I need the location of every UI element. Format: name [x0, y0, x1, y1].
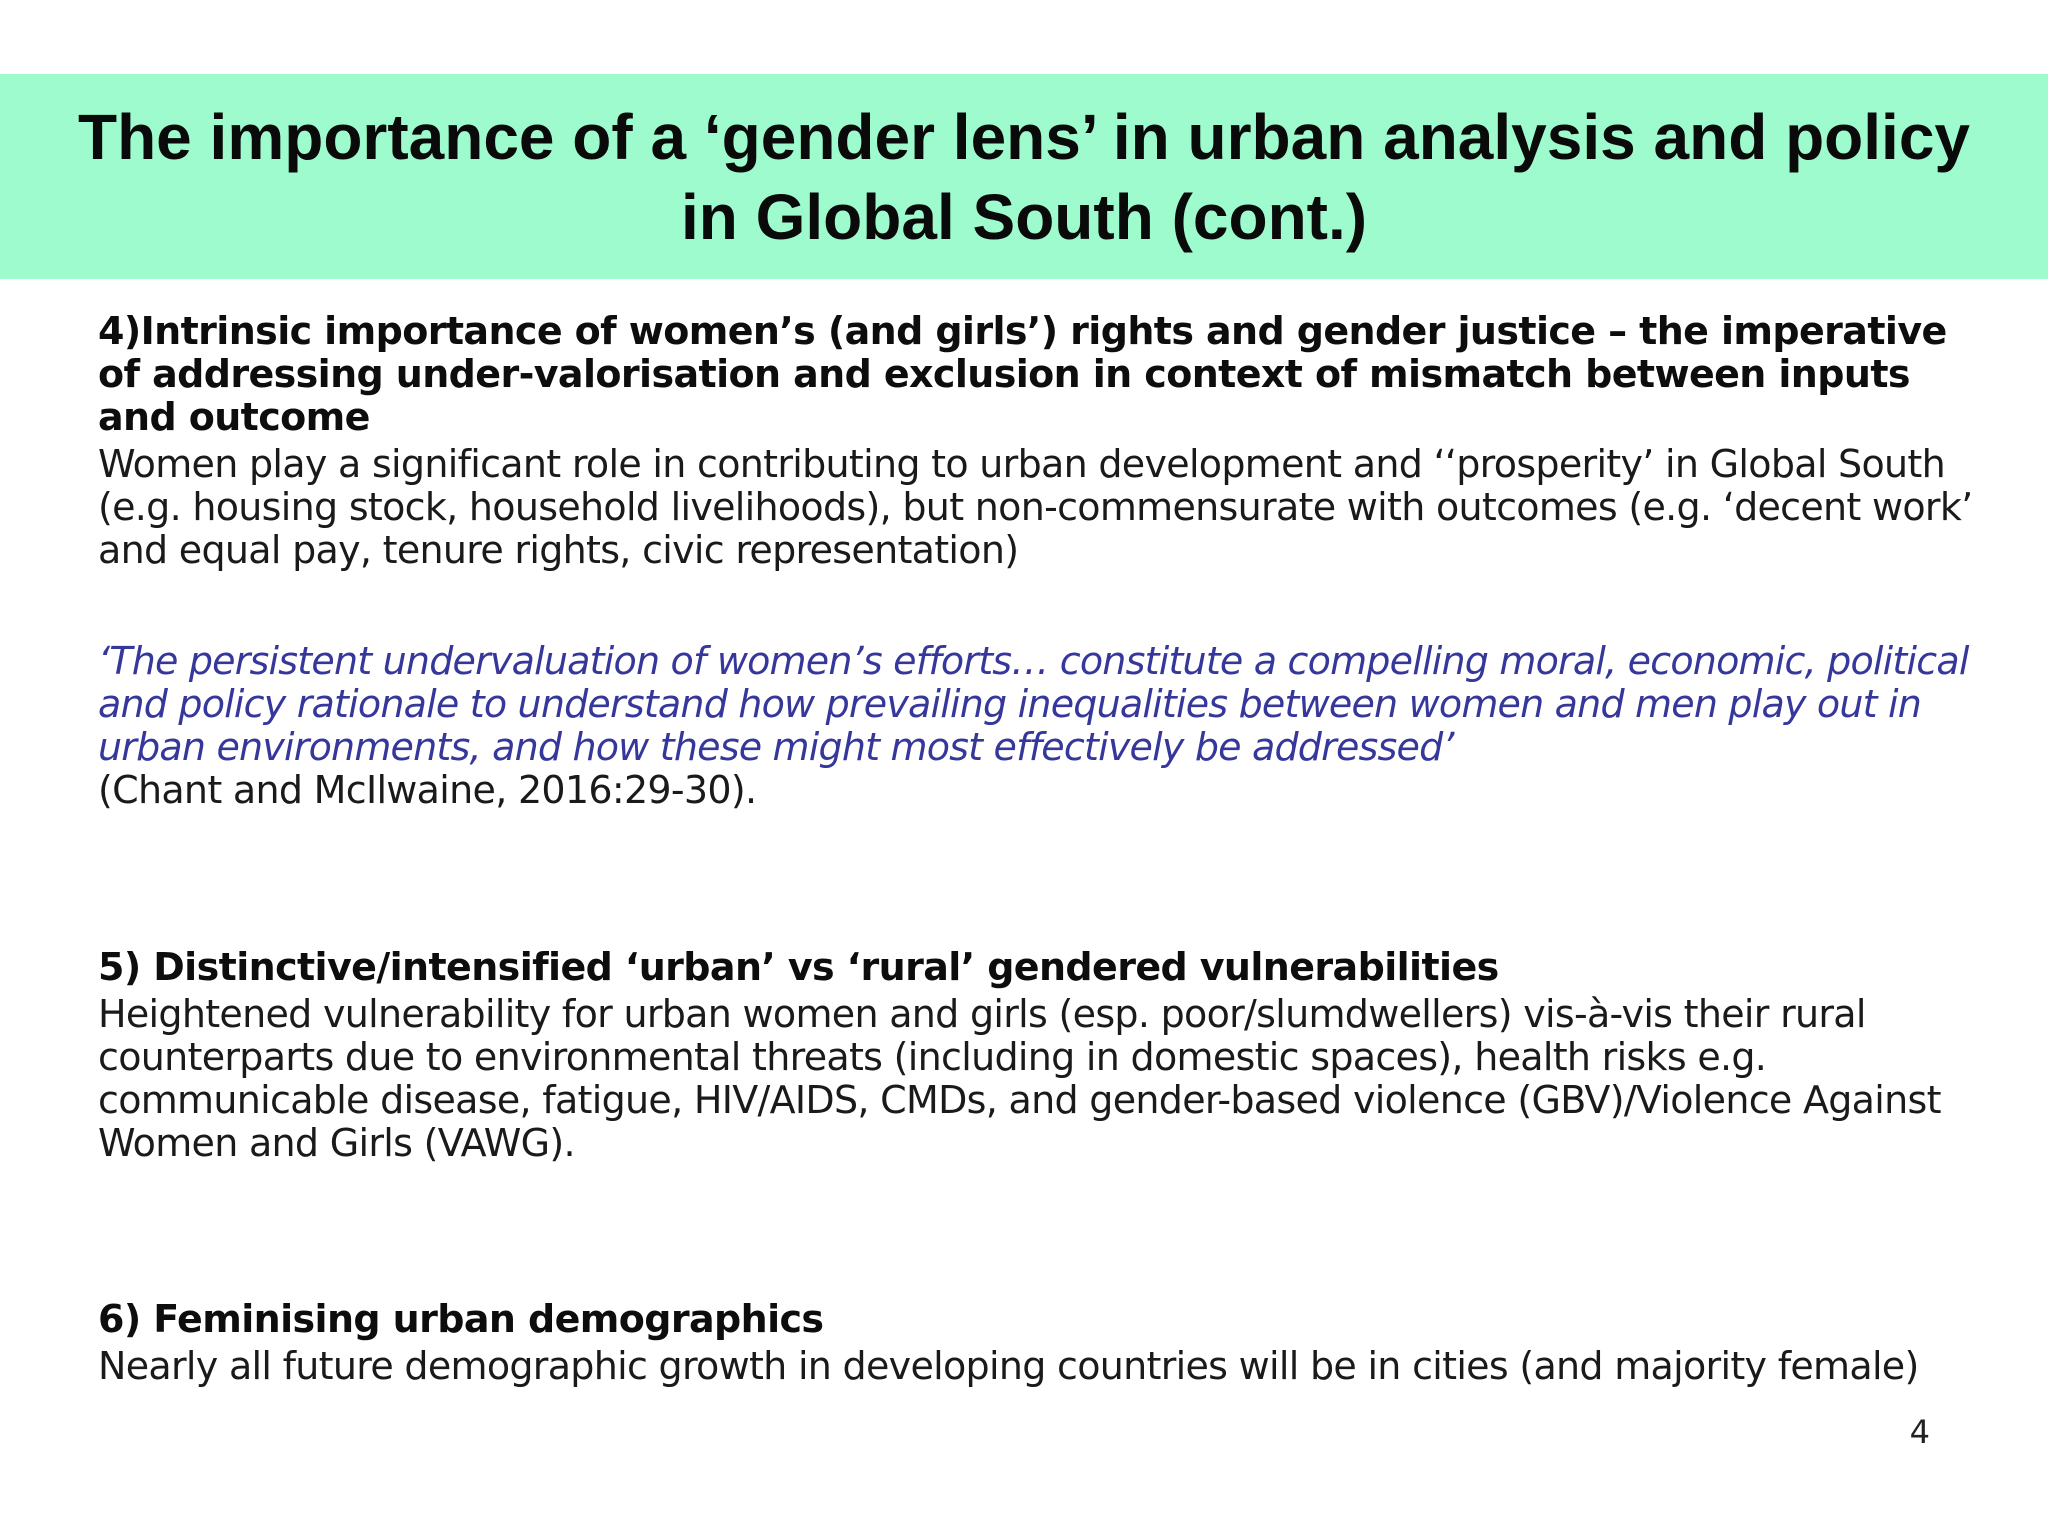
section-4-citation: (Chant and McIlwaine, 2016:29-30). [98, 768, 757, 812]
section-5-body: Heightened vulnerability for urban women and girls (esp. poor/slumdwellers) vis-à-vis their rural counterparts due to environmental threats (including in domestic spaces), health risks e.g. communicable disease, fatigue, HIV/AIDS, CMDs, and gender-based violence (GBV)/Violence Against Women and Girls (VAWG). [98, 992, 1941, 1165]
section-6 [98, 1298, 1988, 1388]
page-number: 4 [1909, 1413, 1930, 1451]
section-6-body: Nearly all future demographic growth in developing countries will be in cities (and majority female) [98, 1344, 1919, 1388]
section-5-heading: 5) Distinctive/intensified ‘urban’ vs ‘rural’ gendered vulnerabilities [98, 945, 1499, 989]
section-4 [98, 310, 1988, 812]
title-band [0, 74, 2048, 279]
section-5 [98, 946, 1988, 1165]
section-4-body: Women play a significant role in contributing to urban development and ‘‘prosperity’ in Global South (e.g. housing stock, household livelihoods), but non-commensurate with outcomes (e.g. ‘decent work’ and equal pay, tenure rights, civic representation) [98, 442, 1973, 572]
slide-title: The importance of a ‘gender lens’ in urban analysis and policy in Global South (cont.) [77, 100, 1971, 253]
section-4-quote: ‘The persistent undervaluation of women’s efforts… constitute a compelling moral, economic, political and policy rationale to understand how prevailing inequalities between women and men play out in urban environments, and how these might most effectively be addressed’ [98, 639, 1969, 769]
section-4-heading: 4)Intrinsic importance of women’s (and girls’) rights and gender justice – the imperative of addressing under-valorisation and exclusion in context of mismatch between inputs and outcome [98, 309, 1947, 439]
section-6-heading: 6) Feminising urban demographics [98, 1297, 824, 1341]
